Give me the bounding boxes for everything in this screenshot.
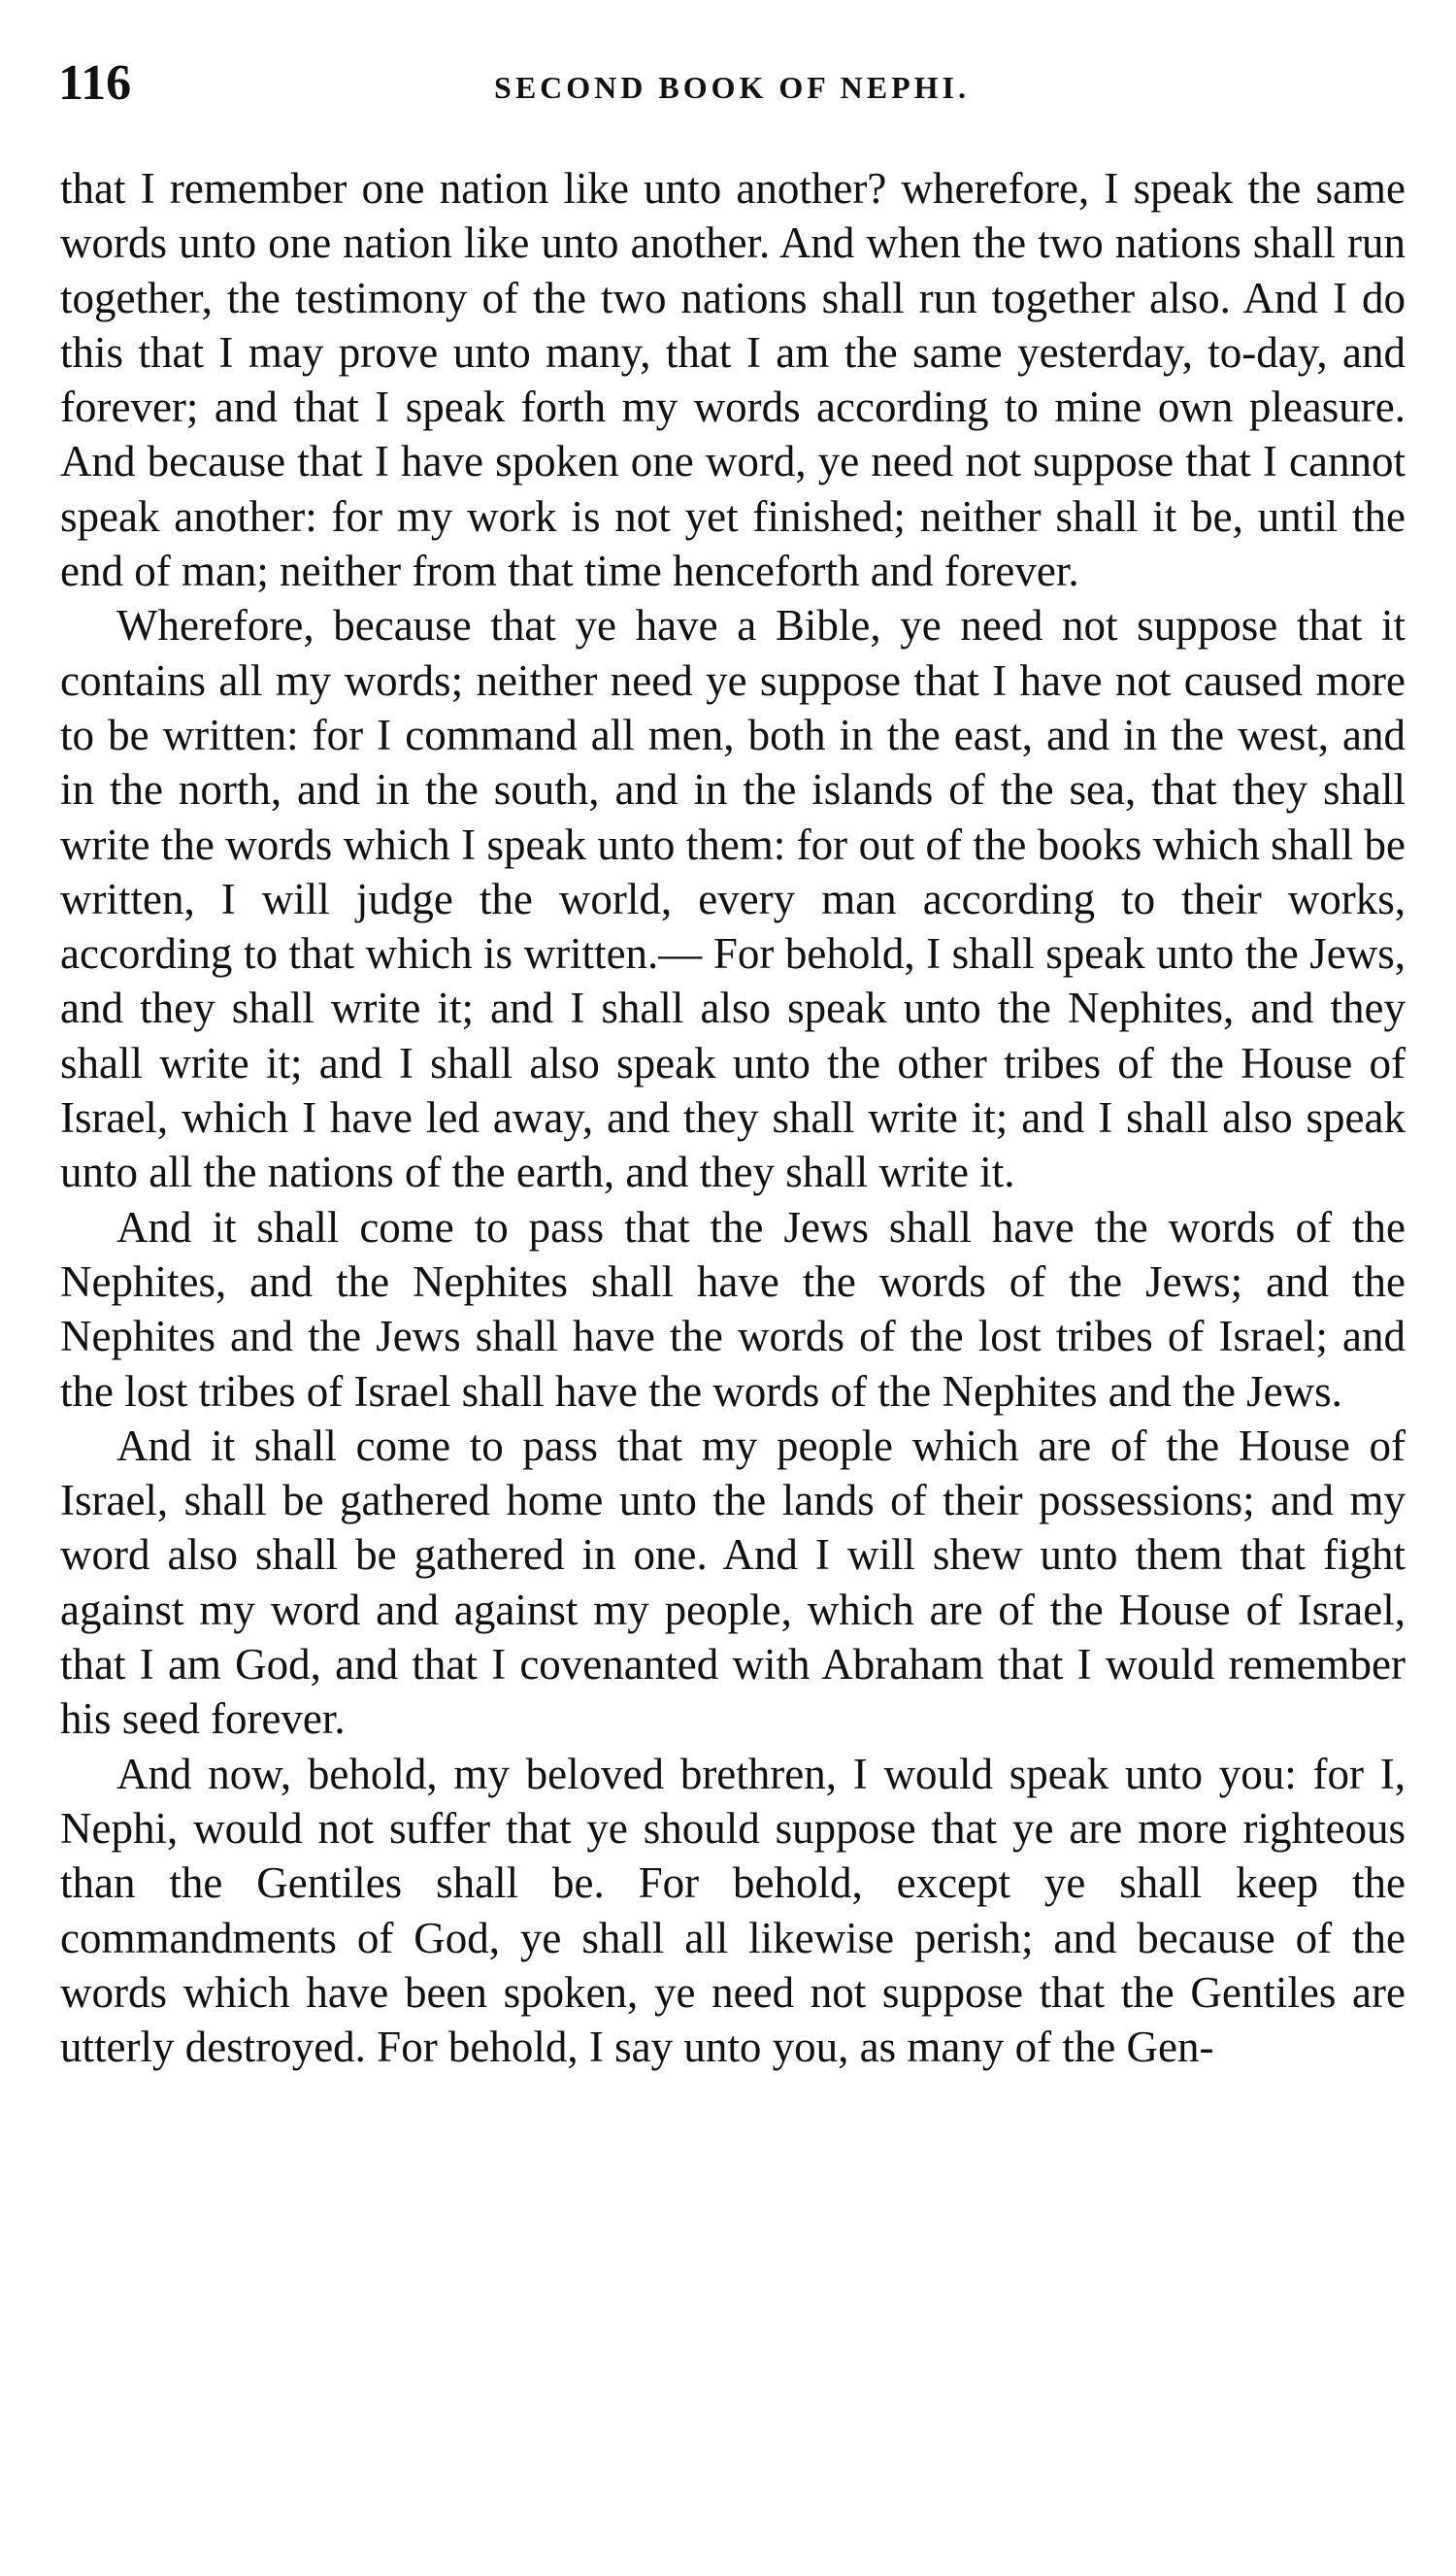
paragraph-beloved-brethren: And now, behold, my beloved brethren, I would speak unto you: for I, Nephi, would not suffer that ye should suppose that ye are more righteous than the Gentiles shall be. For behold, except ye shall keep the commandments of God, ye shall all likewise perish; and because of the words which have been spoken, ye need not suppose that the Gentiles are utterly destroyed. For behold, I say unto you, as many of the Gen- — [60, 1749, 1406, 2072]
page-number: 116 — [58, 55, 132, 111]
paragraph-jews-nephites: And it shall come to pass that the Jews shall have the words of the Nephites, and the Nephites shall have the words of the Jews; and the Nephites and the Jews shall have the words of the lost tribes of Israel; and the lost tribes of Israel shall have the words of the Nephites and the Jews. — [60, 1202, 1406, 1416]
running-head — [58, 54, 1406, 113]
paragraph-gathering: And it shall come to pass that my people which are of the House of Israel, shall be gathered home unto the lands of their possessions; and my word also shall be gathered in one. And I will shew unto them that fight against my word and against my people, which are of the House of Israel, that I am God, and that I covenanted with Abraham that I would remember his seed forever. — [60, 1421, 1406, 1744]
paragraph-bible: Wherefore, because that ye have a Bible, ye need not suppose that it contains all my words; neither need ye suppose that I have not caused more to be written: for I command all men, both in the east, and in the west, and in the north, and in the south, and in the islands of the sea, that they shall write the words which I speak unto them: for out of the books which shall be written, I will judge the world, every man according to their works, according to that which is written.— For behold, I shall speak unto the Jews, and they shall write it; and I shall also speak unto the Nephites, and they shall write it; and I shall also speak unto the other tribes of the House of Israel, which I have led away, and they shall write it; and I shall also speak unto all the nations of the earth, and they shall write it. — [60, 601, 1406, 1197]
running-title: SECOND BOOK OF NEPHI. — [494, 70, 970, 105]
paragraph-continued: that I remember one nation like unto another? wherefore, I speak the same words unto one nation like unto another. And when the two nations shall run together, the testimony of the two nations shall run together also. And I do this that I may prove unto many, that I am the same yesterday, to-day, and forever; and that I speak forth my words according to mine own pleasure. And because that I have spoken one word, ye need not suppose that I cannot speak another: for my work is not yet finished; neither shall it be, until the end of man; neither from that time henceforth and forever. — [60, 164, 1406, 596]
body-text — [60, 161, 1406, 2074]
